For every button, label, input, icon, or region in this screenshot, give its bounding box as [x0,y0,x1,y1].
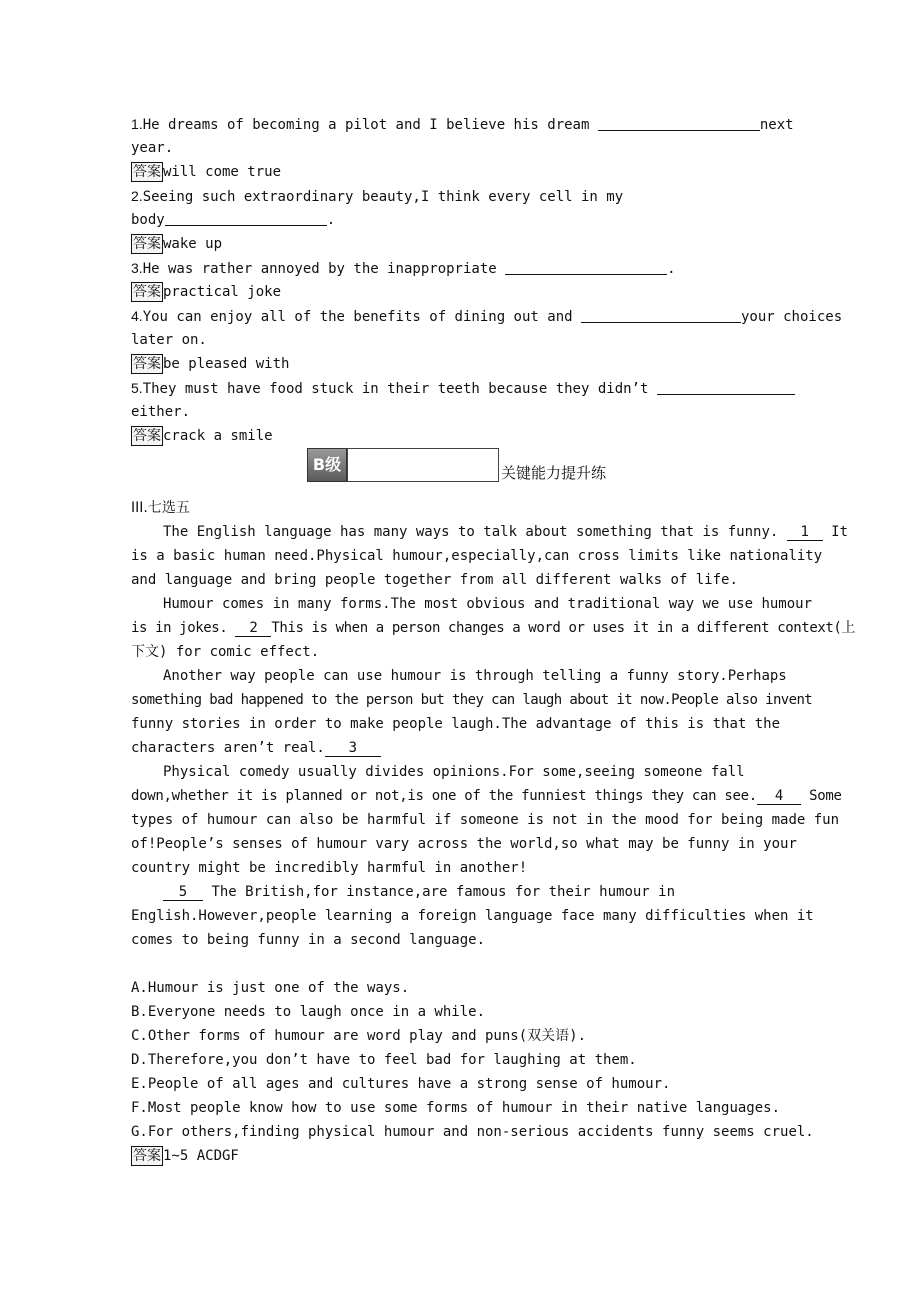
exercise-text: . [667,261,676,277]
passage-line: English.However,people learning a foreign language face many difficulties when it [131,908,814,924]
passage-line: types of humour can also be harmful if someone is not in the mood for being made fun [131,812,840,828]
answer-row [131,160,789,184]
answer-label: 答案 [133,236,161,252]
passage-line [131,784,842,808]
option-g: G.For others,finding physical humour and non-serious accidents funny seems cruel. [131,1124,814,1140]
answer-blank [657,379,795,395]
answer-text: will come true [163,164,282,180]
passage-text: Some [809,788,842,804]
answer-text: crack a smile [163,428,273,444]
answer-label: 答案 [133,1148,161,1164]
exercise-number: 3. [131,260,143,276]
passage-text: characters aren’t real. [131,740,325,756]
passage-line: and language and bring people together from all different walks of life. [131,572,738,588]
passage-text: is in jokes. [131,620,228,636]
answer-text: be pleased with [163,356,290,372]
exercise-text: You can enjoy all of the benefits of dining out and [142,309,581,325]
answer-label: 答案 [133,164,161,180]
section-label: 关键能力提升练 [501,464,607,482]
option-f: F.Most people know how to use some forms of humour in their native languages. [131,1100,781,1116]
gap-number: 5 [163,884,203,901]
passage-line [131,736,789,760]
passage-line: country might be incredibly harmful in another! [131,860,528,876]
exercise-1 [131,112,794,136]
passage-line: Physical comedy usually divides opinions.For some,seeing someone fall [163,764,745,780]
exercise-number: 5. [131,380,143,396]
exercise-number: 2. [131,188,143,204]
passage-line: 下文) for comic effect. [131,644,320,660]
exercise-text-line [131,208,789,232]
exercise-4 [131,304,843,328]
option-c: C.Other forms of humour are word play and puns(双关语). [131,1028,587,1044]
passage-line: Humour comes in many forms.The most obvious and traditional way we use humour [163,596,813,612]
exercise-text: body [131,212,165,228]
answer-label: 答案 [133,428,161,444]
exercise-text: He dreams of becoming a pilot and I believe his dream [142,117,598,133]
document-page [131,112,856,1168]
passage-line: of!People’s senses of humour vary across the world,so what may be funny in your [131,836,797,852]
gap-number: 4 [757,788,801,805]
passage-line [131,520,849,544]
answer-text: wake up [163,236,223,252]
passage-line: comes to being funny in a second language. [131,932,486,948]
answer-row [131,232,789,256]
exercise-number: 4. [131,308,143,324]
passage-text: It [831,524,849,540]
answer-blank [598,115,760,131]
gap-number: 3 [325,740,381,757]
option-a: A.Humour is just one of the ways. [131,980,410,996]
exercise-text: He was rather annoyed by the inappropriate [142,261,506,277]
gap-number: 2 [235,620,271,637]
exercise-3 [131,256,789,280]
spacer [131,952,789,976]
answer-blank [581,307,741,323]
exercise-text: year. [131,140,174,156]
exercise-5 [131,376,789,400]
passage-line: funny stories in order to make people laugh.The advantage of this is that the [131,716,781,732]
section-header [131,448,789,496]
passage-text: This is when a person changes a word or uses it in a different context(上 [271,620,856,636]
passage-line: something bad happened to the person but they can laugh about it now.People also invent [131,692,813,708]
level-badge: B级 [307,448,347,482]
answer-label: 答案 [133,356,161,372]
answer-text: practical joke [163,284,282,300]
exercise-text: They must have food stuck in their teeth because they didn’t [142,381,657,397]
passage-text: The English language has many ways to talk about something that is funny. [163,524,779,540]
passage-text: The British,for instance,are famous for their humour in [211,884,676,900]
option-b: B.Everyone needs to laugh once in a while. [131,1004,486,1020]
option-e: E.People of all ages and cultures have a strong sense of humour. [131,1076,671,1092]
part-title: III.七选五 [131,500,190,516]
passage-line: Another way people can use humour is through telling a funny story.Perhaps [163,668,787,684]
answer-row [131,424,789,448]
answer-blank [505,259,667,275]
answer-row [131,352,789,376]
exercise-text: either. [131,404,191,420]
gap-number: 1 [787,524,823,541]
answer-blank [165,210,327,226]
answer-row [131,1144,789,1168]
passage-text: down,whether it is planned or not,is one of the funniest things they can see. [131,788,757,804]
section-frame [347,448,499,482]
exercise-text: your choices [740,309,843,325]
exercise-text: next [759,117,794,133]
answer-text: 1~5 ACDGF [163,1148,239,1164]
exercise-text: later on. [131,332,207,348]
passage-line: is a basic human need.Physical humour,especially,can cross limits like nationality [131,548,823,564]
exercise-2 [131,184,789,208]
exercise-text: . [326,212,336,228]
answer-label: 答案 [133,284,161,300]
passage-line [131,880,789,904]
answer-row [131,280,789,304]
exercise-number: 1. [131,116,143,132]
option-d: D.Therefore,you don’t have to feel bad for laughing at them. [131,1052,637,1068]
passage-line [131,616,856,640]
exercise-text: Seeing such extraordinary beauty,I think every cell in my [142,189,624,205]
